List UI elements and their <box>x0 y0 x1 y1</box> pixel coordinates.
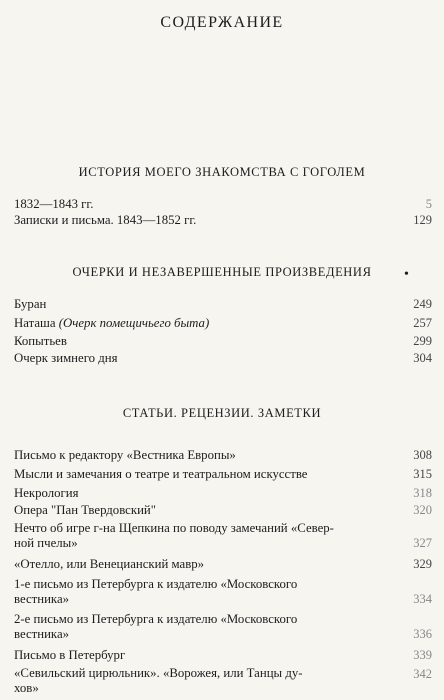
toc-entry-page: 308 <box>413 448 432 462</box>
toc-entry-title-wrap <box>14 577 418 607</box>
toc-entry-title-line1: 1-е письмо из Петербурга к издателю «Московского <box>14 577 298 591</box>
toc-entry-title: Опера "Пан Твердовский" <box>14 503 156 517</box>
toc-entry-title-line2: вестника» <box>14 592 70 606</box>
toc-entry-title-line2: хов» <box>14 681 39 695</box>
toc-entry-page: 320 <box>413 503 432 517</box>
toc-entry-page: 334 <box>413 592 432 606</box>
toc-entry[interactable] <box>14 521 432 551</box>
toc-entry[interactable] <box>14 612 432 642</box>
toc-entry-title-wrap <box>14 612 418 642</box>
toc-entry[interactable] <box>14 467 432 482</box>
toc-entry-page: 129 <box>413 213 432 227</box>
toc-entry-page: 329 <box>413 557 432 571</box>
toc-entry-title: Буран <box>14 297 47 311</box>
toc-entry-title: Наташа <box>14 316 56 330</box>
toc-entry-title: Письмо к редактору «Вестника Европы» <box>14 448 236 462</box>
toc-entry-title: Очерк зимнего дня <box>14 351 118 365</box>
toc-entry-title-wrap <box>14 666 418 696</box>
toc-entry-page: 336 <box>413 627 432 641</box>
toc-entry[interactable] <box>14 448 432 463</box>
toc-entry-page: 315 <box>413 467 432 481</box>
toc-entry-page: 318 <box>413 486 432 500</box>
toc-entry-title-line2: ной пчелы» <box>14 536 78 550</box>
toc-entry[interactable] <box>14 486 432 501</box>
toc-entry-title: Записки и письма. 1843—1852 гг. <box>14 213 197 227</box>
toc-entry-title-line1: Нечто об игре г-на Щепкина по поводу замечаний «Север- <box>14 521 334 535</box>
toc-entry-title: Некрология <box>14 486 79 500</box>
section-heading-articles: СТАТЬИ. РЕЦЕНЗИИ. ЗАМЕТКИ <box>122 406 322 420</box>
toc-entry-title: Письмо в Петербург <box>14 648 126 662</box>
toc-entry-title-wrap <box>14 521 418 551</box>
toc-entry[interactable] <box>14 351 432 366</box>
toc-entry[interactable] <box>14 666 432 696</box>
toc-entry[interactable] <box>14 577 432 607</box>
toc-entry[interactable] <box>14 316 432 331</box>
toc-entry-title-line1: 2-е письмо из Петербурга к издателю «Московского <box>14 612 298 626</box>
section-heading-essays: ОЧЕРКИ И НЕЗАВЕРШЕННЫЕ ПРОИЗВЕДЕНИЯ <box>72 265 372 279</box>
toc-entry-subtitle: (Очерк помещичьего быта) <box>58 316 210 330</box>
toc-entry[interactable] <box>14 197 432 212</box>
toc-entry-title-line1: «Севильский цирюльник». «Ворожея, или Танцы ду- <box>14 666 303 680</box>
toc-entry[interactable] <box>14 297 432 312</box>
toc-entry-page: 5 <box>425 197 432 211</box>
printed-dot-mark: • <box>404 267 409 282</box>
toc-entry[interactable] <box>14 503 432 518</box>
section-heading-gogol: ИСТОРИЯ МОЕГО ЗНАКОМСТВА С ГОГОЛЕМ <box>78 165 366 179</box>
toc-entry-title-wrap <box>14 316 209 331</box>
toc-entry-page: 342 <box>413 667 432 681</box>
toc-entry-page: 249 <box>413 297 432 311</box>
toc-entry[interactable] <box>14 213 432 228</box>
toc-entry-title: Копытьев <box>14 334 67 348</box>
toc-entry-page: 339 <box>413 648 432 662</box>
toc-entry-title: 1832—1843 гг. <box>14 197 94 211</box>
toc-entry-title: «Отелло, или Венецианский мавр» <box>14 557 205 571</box>
toc-entry[interactable] <box>14 334 432 349</box>
toc-entry-title-line2: вестника» <box>14 627 70 641</box>
toc-entry[interactable] <box>14 557 432 572</box>
toc-entry-page: 304 <box>413 351 432 365</box>
toc-entry[interactable] <box>14 648 432 663</box>
toc-entry-page: 327 <box>413 536 432 550</box>
toc-entry-page: 257 <box>413 316 432 330</box>
toc-entry-page: 299 <box>413 334 432 348</box>
toc-entry-title: Мысли и замечания о театре и театральном искусстве <box>14 467 308 481</box>
page-title: СОДЕРЖАНИЕ <box>160 14 284 31</box>
